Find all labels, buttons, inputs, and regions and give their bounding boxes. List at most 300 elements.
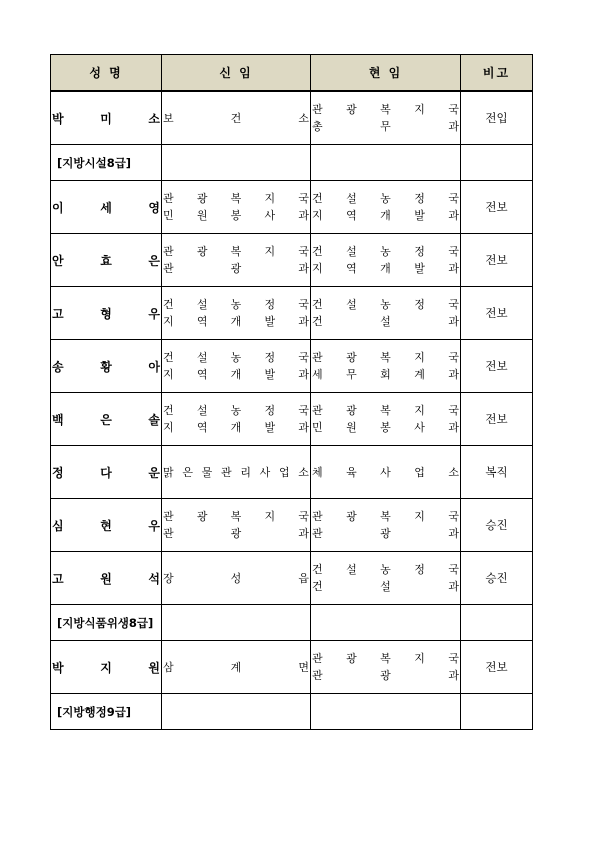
current-post-char: 국: [448, 510, 459, 523]
remarks-cell: 전입: [461, 91, 533, 145]
person-name: [51, 517, 161, 534]
new-post-char: 관: [163, 262, 174, 275]
current-post-char: 국: [448, 404, 459, 417]
new-post-char: 발: [264, 368, 276, 381]
name-cell: [51, 552, 162, 605]
section-label: [지방시설8급]: [57, 155, 132, 170]
current-post-cell: [311, 340, 461, 393]
new-post-cell: [162, 641, 311, 694]
section-row: [51, 605, 533, 641]
remarks-cell: 전보: [461, 340, 533, 393]
current-post-line: [311, 561, 460, 578]
remarks-cell: 승진: [461, 552, 533, 605]
current-post-line: [311, 508, 460, 525]
current-post-cell: [311, 499, 461, 552]
current-post-char: 설: [346, 563, 357, 576]
current-post-line: [311, 464, 460, 481]
current-post-char: 과: [448, 669, 459, 682]
current-post-line: [311, 525, 460, 542]
person-row: [51, 287, 533, 340]
new-post-char: 국: [298, 351, 309, 364]
current-post-char: 복: [380, 404, 391, 417]
new-post-char: 민: [163, 209, 174, 222]
current-post-char: 국: [448, 192, 459, 205]
current-post-char: 광: [346, 510, 357, 523]
new-post-line: [162, 366, 310, 383]
person-name: [51, 659, 161, 676]
empty-cell: [311, 605, 461, 641]
new-post-char: 원: [196, 209, 208, 222]
new-post-cell: [162, 181, 311, 234]
new-post-line: [162, 207, 310, 224]
current-post-char: 계: [414, 368, 425, 381]
header-current-post: 현 임: [311, 55, 461, 92]
person-name-char: 안: [52, 253, 64, 268]
person-name-char: 아: [148, 359, 160, 374]
new-post-char: 건: [230, 111, 242, 125]
empty-cell: [311, 694, 461, 730]
person-name-char: 소: [148, 111, 160, 126]
current-post-char: 복: [380, 652, 391, 665]
person-name: [51, 110, 161, 127]
person-name-char: 박: [52, 660, 64, 675]
section-label-cell: [51, 694, 162, 730]
new-post-char: 광: [230, 527, 242, 540]
new-post-char: 정: [264, 351, 276, 364]
new-post-line: [162, 110, 310, 127]
name-cell: [51, 287, 162, 340]
current-post-char: 설: [346, 298, 357, 311]
current-post-char: 관: [312, 351, 323, 364]
person-name: [51, 570, 161, 587]
current-post-char: 광: [346, 652, 357, 665]
current-post-char: 과: [448, 580, 459, 593]
new-post-cell: [162, 393, 311, 446]
current-post-char: 과: [448, 262, 459, 275]
current-post-char: 과: [448, 368, 459, 381]
current-post-char: 과: [448, 209, 459, 222]
current-post-char: 지: [312, 262, 323, 275]
new-post-line: [162, 243, 310, 260]
new-post-cell: [162, 499, 311, 552]
new-post-char: 소: [298, 465, 309, 479]
current-post-char: 지: [414, 103, 425, 116]
new-post-char: 설: [196, 298, 208, 311]
section-label-cell: [51, 145, 162, 181]
new-post-cell: [162, 340, 311, 393]
person-name-char: 원: [148, 660, 160, 675]
current-post-char: 국: [448, 298, 459, 311]
current-post-char: 개: [380, 262, 391, 275]
current-post-char: 관: [312, 510, 323, 523]
current-post-char: 광: [346, 351, 357, 364]
section-row: [51, 145, 533, 181]
new-post-char: 농: [230, 351, 242, 364]
current-post-char: 봉: [380, 421, 391, 434]
current-post-char: 국: [448, 103, 459, 116]
person-name-char: 황: [100, 359, 112, 374]
current-post-char: 농: [380, 192, 391, 205]
remarks-cell: 전보: [461, 181, 533, 234]
new-post-char: 관: [163, 245, 174, 258]
current-post-cell: [311, 91, 461, 145]
new-post-char: 역: [196, 421, 208, 434]
new-post-char: 설: [196, 404, 208, 417]
new-post-char: 봉: [230, 209, 242, 222]
current-post-char: 세: [312, 368, 323, 381]
new-post-cell: [162, 552, 311, 605]
current-post-char: 무: [346, 368, 357, 381]
current-post-line: [311, 650, 460, 667]
current-post-char: 설: [346, 192, 357, 205]
current-post-char: 소: [448, 465, 459, 479]
person-name-char: 고: [52, 571, 64, 586]
current-post-char: 지: [414, 510, 425, 523]
current-post-char: 과: [448, 120, 459, 133]
name-cell: [51, 91, 162, 145]
current-post-char: 국: [448, 563, 459, 576]
current-post-char: 건: [312, 245, 323, 258]
current-post-char: 총: [312, 120, 323, 133]
person-row: [51, 552, 533, 605]
person-name-char: 우: [148, 306, 160, 321]
name-cell: [51, 446, 162, 499]
empty-cell: [461, 694, 533, 730]
person-name-char: 이: [52, 200, 64, 215]
current-post-char: 과: [448, 527, 459, 540]
current-post-char: 무: [380, 120, 391, 133]
new-post-char: 지: [163, 421, 174, 434]
current-post-char: 정: [414, 192, 425, 205]
section-row: [51, 694, 533, 730]
new-post-line: [162, 313, 310, 330]
current-post-cell: [311, 393, 461, 446]
current-post-char: 건: [312, 192, 323, 205]
current-post-char: 과: [448, 421, 459, 434]
current-post-cell: [311, 287, 461, 340]
new-post-cell: [162, 234, 311, 287]
remarks-cell: 복직: [461, 446, 533, 499]
current-post-char: 관: [312, 527, 323, 540]
current-post-line: [311, 313, 460, 330]
current-post-char: 발: [414, 209, 425, 222]
current-post-line: [311, 419, 460, 436]
current-post-char: 설: [380, 580, 391, 593]
current-post-line: [311, 402, 460, 419]
current-post-char: 정: [414, 563, 425, 576]
new-post-char: 개: [230, 315, 242, 328]
new-post-line: [162, 570, 310, 587]
person-name: [51, 252, 161, 269]
person-row: [51, 499, 533, 552]
new-post-char: 설: [196, 351, 208, 364]
new-post-char: 과: [298, 315, 309, 328]
current-post-char: 역: [346, 209, 357, 222]
new-post-char: 소: [298, 111, 309, 125]
current-post-line: [311, 207, 460, 224]
person-name-char: 심: [52, 518, 64, 533]
person-name-char: 지: [100, 660, 112, 675]
current-post-char: 관: [312, 652, 323, 665]
new-post-char: 관: [163, 192, 174, 205]
current-post-line: [311, 667, 460, 684]
person-row: [51, 181, 533, 234]
person-row: [51, 340, 533, 393]
new-post-char: 건: [163, 404, 174, 417]
current-post-char: 광: [380, 669, 391, 682]
new-post-char: 리: [240, 465, 251, 479]
person-row: [51, 641, 533, 694]
current-post-line: [311, 118, 460, 135]
remarks-cell: 승진: [461, 499, 533, 552]
person-row: [51, 446, 533, 499]
current-post-line: [311, 296, 460, 313]
new-post-char: 국: [298, 510, 309, 523]
current-post-line: [311, 349, 460, 366]
person-name-char: 미: [100, 111, 112, 126]
new-post-char: 지: [163, 315, 174, 328]
new-post-char: 복: [230, 510, 242, 523]
current-post-char: 복: [380, 351, 391, 364]
person-name-char: 현: [100, 518, 112, 533]
current-post-line: [311, 260, 460, 277]
current-post-char: 국: [448, 351, 459, 364]
header-name: 성 명: [51, 55, 162, 92]
person-name-char: 백: [52, 412, 64, 427]
new-post-char: 개: [230, 368, 242, 381]
current-post-cell: [311, 234, 461, 287]
new-post-char: 농: [230, 298, 242, 311]
current-post-char: 체: [312, 465, 323, 479]
new-post-line: [162, 419, 310, 436]
new-post-char: 복: [230, 245, 242, 258]
current-post-char: 육: [346, 465, 357, 479]
new-post-char: 성: [230, 571, 242, 585]
new-post-char: 역: [196, 315, 208, 328]
current-post-char: 건: [312, 298, 323, 311]
new-post-char: 과: [298, 527, 309, 540]
new-post-char: 은: [182, 465, 193, 479]
new-post-char: 건: [163, 298, 174, 311]
new-post-line: [162, 296, 310, 313]
person-name-char: 원: [100, 571, 112, 586]
current-post-cell: [311, 641, 461, 694]
new-post-cell: [162, 91, 311, 145]
empty-cell: [162, 145, 311, 181]
current-post-char: 광: [346, 404, 357, 417]
remarks-cell: 전보: [461, 641, 533, 694]
current-post-char: 광: [346, 103, 357, 116]
remarks-cell: 전보: [461, 234, 533, 287]
new-post-char: 사: [259, 465, 271, 479]
current-post-char: 과: [448, 315, 459, 328]
new-post-char: 농: [230, 404, 242, 417]
new-post-char: 발: [264, 315, 276, 328]
new-post-char: 광: [230, 262, 242, 275]
new-post-line: [162, 464, 310, 481]
new-post-char: 국: [298, 298, 309, 311]
current-post-char: 역: [346, 262, 357, 275]
person-name-char: 영: [148, 200, 160, 215]
new-post-char: 역: [196, 368, 208, 381]
new-post-char: 읍: [298, 571, 309, 585]
new-post-char: 삼: [163, 660, 174, 674]
new-post-char: 국: [298, 404, 309, 417]
current-post-line: [311, 101, 460, 118]
new-post-line: [162, 349, 310, 366]
person-name-char: 송: [52, 359, 64, 374]
new-post-char: 광: [196, 192, 208, 205]
current-post-char: 발: [414, 262, 425, 275]
current-post-char: 민: [312, 421, 323, 434]
name-cell: [51, 499, 162, 552]
current-post-char: 지: [414, 652, 425, 665]
header-new-post: 신 임: [162, 55, 311, 92]
empty-cell: [162, 605, 311, 641]
current-post-char: 건: [312, 563, 323, 576]
person-row: [51, 393, 533, 446]
new-post-char: 관: [163, 527, 174, 540]
appointment-table: [50, 54, 533, 730]
current-post-char: 광: [380, 527, 391, 540]
new-post-char: 지: [163, 368, 174, 381]
person-name-char: 박: [52, 111, 64, 126]
current-post-char: 지: [312, 209, 323, 222]
new-post-char: 광: [196, 245, 208, 258]
current-post-char: 국: [448, 245, 459, 258]
current-post-line: [311, 243, 460, 260]
current-post-char: 사: [380, 465, 391, 479]
current-post-line: [311, 190, 460, 207]
current-post-char: 건: [312, 580, 323, 593]
current-post-char: 건: [312, 315, 323, 328]
current-post-char: 지: [414, 404, 425, 417]
new-post-char: 국: [298, 192, 309, 205]
new-post-line: [162, 190, 310, 207]
new-post-line: [162, 525, 310, 542]
new-post-char: 건: [163, 351, 174, 364]
new-post-cell: [162, 446, 311, 499]
new-post-char: 사: [264, 209, 276, 222]
current-post-char: 설: [380, 315, 391, 328]
new-post-char: 업: [278, 465, 290, 479]
current-post-char: 개: [380, 209, 391, 222]
table-body: [51, 55, 533, 730]
new-post-char: 장: [163, 571, 174, 585]
current-post-cell: [311, 446, 461, 499]
person-name-char: 다: [100, 465, 112, 480]
person-name: [51, 199, 161, 216]
new-post-line: [162, 508, 310, 525]
person-name-char: 세: [100, 200, 112, 215]
new-post-char: 계: [230, 660, 242, 674]
current-post-line: [311, 366, 460, 383]
person-name-char: 형: [100, 306, 112, 321]
person-name-char: 우: [148, 518, 160, 533]
empty-cell: [461, 605, 533, 641]
new-post-char: 발: [264, 421, 276, 434]
current-post-char: 관: [312, 669, 323, 682]
person-name: [51, 305, 161, 322]
new-post-char: 과: [298, 262, 309, 275]
new-post-char: 맑: [163, 465, 174, 479]
new-post-char: 국: [298, 245, 309, 258]
new-post-char: 개: [230, 421, 242, 434]
empty-cell: [162, 694, 311, 730]
empty-cell: [311, 145, 461, 181]
person-name-char: 효: [100, 253, 112, 268]
current-post-char: 사: [414, 421, 425, 434]
current-post-char: 지: [414, 351, 425, 364]
new-post-line: [162, 659, 310, 676]
new-post-char: 물: [201, 465, 213, 479]
person-name-char: 은: [100, 412, 112, 427]
new-post-char: 보: [163, 111, 174, 125]
current-post-char: 농: [380, 245, 391, 258]
name-cell: [51, 641, 162, 694]
header-remarks: 비고: [461, 55, 533, 92]
current-post-char: 회: [380, 368, 391, 381]
person-row: [51, 91, 533, 145]
new-post-char: 관: [220, 465, 232, 479]
person-name-char: 솔: [148, 412, 160, 427]
current-post-char: 정: [414, 245, 425, 258]
section-label: [지방행정9급]: [57, 704, 132, 719]
person-name: [51, 411, 161, 428]
current-post-char: 관: [312, 103, 323, 116]
person-name-char: 석: [148, 571, 160, 586]
name-cell: [51, 340, 162, 393]
person-name-char: 정: [52, 465, 64, 480]
name-cell: [51, 234, 162, 287]
new-post-char: 지: [264, 245, 276, 258]
person-name: [51, 464, 161, 481]
new-post-char: 정: [264, 404, 276, 417]
current-post-char: 국: [448, 652, 459, 665]
person-name-char: 운: [148, 465, 160, 480]
section-label-cell: [51, 605, 162, 641]
new-post-char: 과: [298, 421, 309, 434]
current-post-cell: [311, 552, 461, 605]
new-post-char: 과: [298, 368, 309, 381]
current-post-char: 관: [312, 404, 323, 417]
new-post-line: [162, 402, 310, 419]
current-post-char: 정: [414, 298, 425, 311]
header-row: [51, 55, 533, 92]
section-label: [지방식품위생8급]: [57, 615, 154, 630]
current-post-char: 복: [380, 103, 391, 116]
current-post-char: 설: [346, 245, 357, 258]
current-post-line: [311, 578, 460, 595]
person-name-char: 고: [52, 306, 64, 321]
current-post-char: 업: [414, 465, 425, 479]
new-post-char: 지: [264, 510, 276, 523]
person-name: [51, 358, 161, 375]
new-post-char: 정: [264, 298, 276, 311]
remarks-cell: 전보: [461, 393, 533, 446]
remarks-cell: 전보: [461, 287, 533, 340]
new-post-char: 지: [264, 192, 276, 205]
new-post-char: 관: [163, 510, 174, 523]
new-post-char: 복: [230, 192, 242, 205]
new-post-char: 과: [298, 209, 309, 222]
new-post-cell: [162, 287, 311, 340]
current-post-char: 농: [380, 563, 391, 576]
name-cell: [51, 181, 162, 234]
new-post-char: 면: [298, 660, 309, 674]
current-post-char: 복: [380, 510, 391, 523]
current-post-char: 원: [346, 421, 357, 434]
